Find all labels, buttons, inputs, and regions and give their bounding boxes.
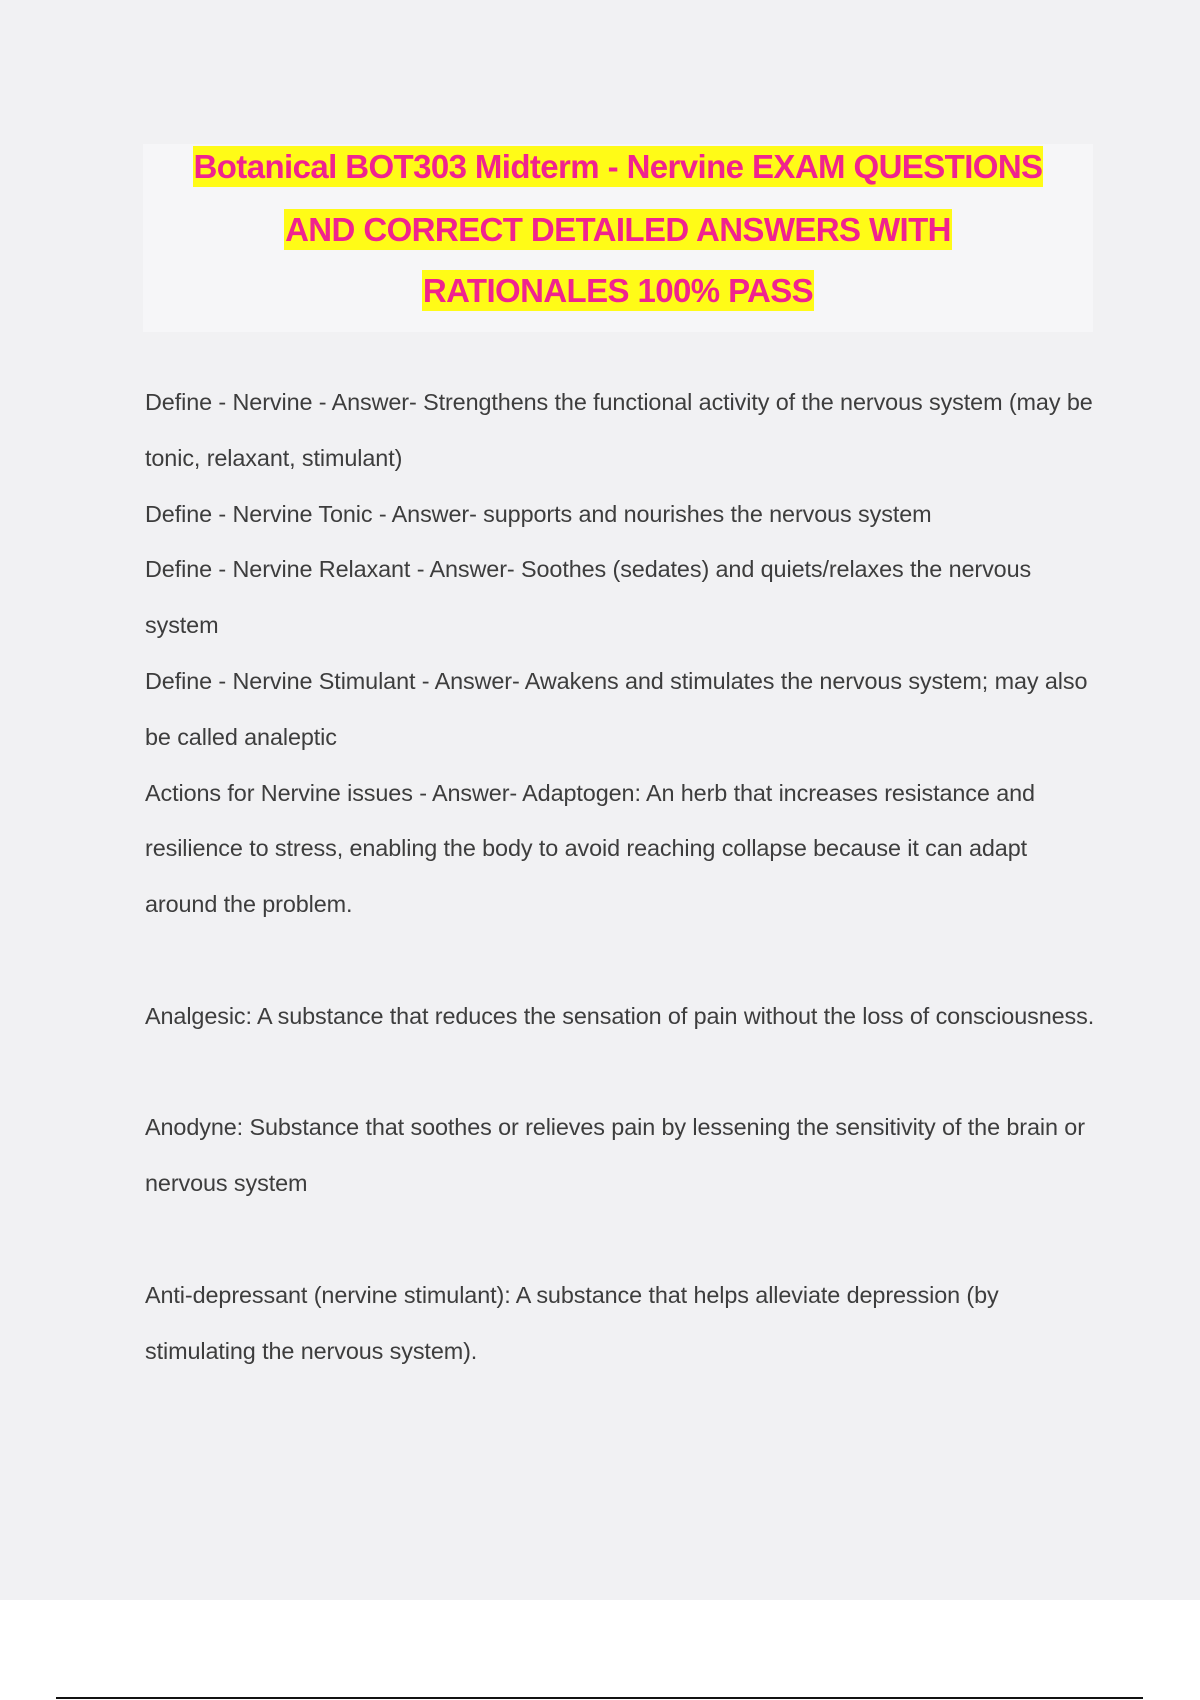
- def-anodyne: Anodyne: Substance that soothes or relieves pain by lessening the sensitivity of the brain or nervous system: [145, 1114, 1085, 1197]
- title-line-2-row: [143, 209, 1093, 250]
- document-title: [143, 144, 1093, 332]
- qa-nervine-stimulant: Define - Nervine Stimulant - Answer- Awakens and stimulates the nervous system; may also be called analeptic: [145, 667, 1088, 750]
- title-line-2: AND CORRECT DETAILED ANSWERS WITH: [285, 211, 951, 248]
- qa-nervine-relaxant: Define - Nervine Relaxant - Answer- Soothes (sedates) and quiets/relaxes the nervous system: [145, 556, 1032, 639]
- title-line-3: RATIONALES 100% PASS: [422, 272, 814, 309]
- qa-nervine-tonic: Define - Nervine Tonic - Answer- supports and nourishes the nervous system: [145, 500, 932, 527]
- paragraph-spacer: [145, 1212, 1105, 1268]
- def-analgesic: Analgesic: A substance that reduces the sensation of pain without the loss of consciousness.: [145, 1002, 1095, 1029]
- qa-actions-adaptogen: Actions for Nervine issues - Answer- Adaptogen: An herb that increases resistance and resilience to stress, enabling the body to avoid reaching collapse because it can adapt around the problem.: [145, 779, 1035, 918]
- def-anti-depressant: Anti-depressant (nervine stimulant): A substance that helps alleviate depression (by stimulating the nervous system).: [145, 1281, 999, 1364]
- title-line-1-row: [143, 146, 1093, 187]
- paragraph-spacer: [145, 1045, 1105, 1101]
- title-line-3-row: [143, 270, 1093, 311]
- paragraph-spacer: [145, 933, 1105, 989]
- qa-nervine: Define - Nervine - Answer- Strengthens the functional activity of the nervous system (may be tonic, relaxant, stimulant): [145, 389, 1093, 471]
- document-body: [145, 375, 1105, 1379]
- title-line-1: Botanical BOT303 Midterm - Nervine EXAM QUESTIONS: [193, 148, 1043, 185]
- footer-divider: [56, 1697, 1143, 1699]
